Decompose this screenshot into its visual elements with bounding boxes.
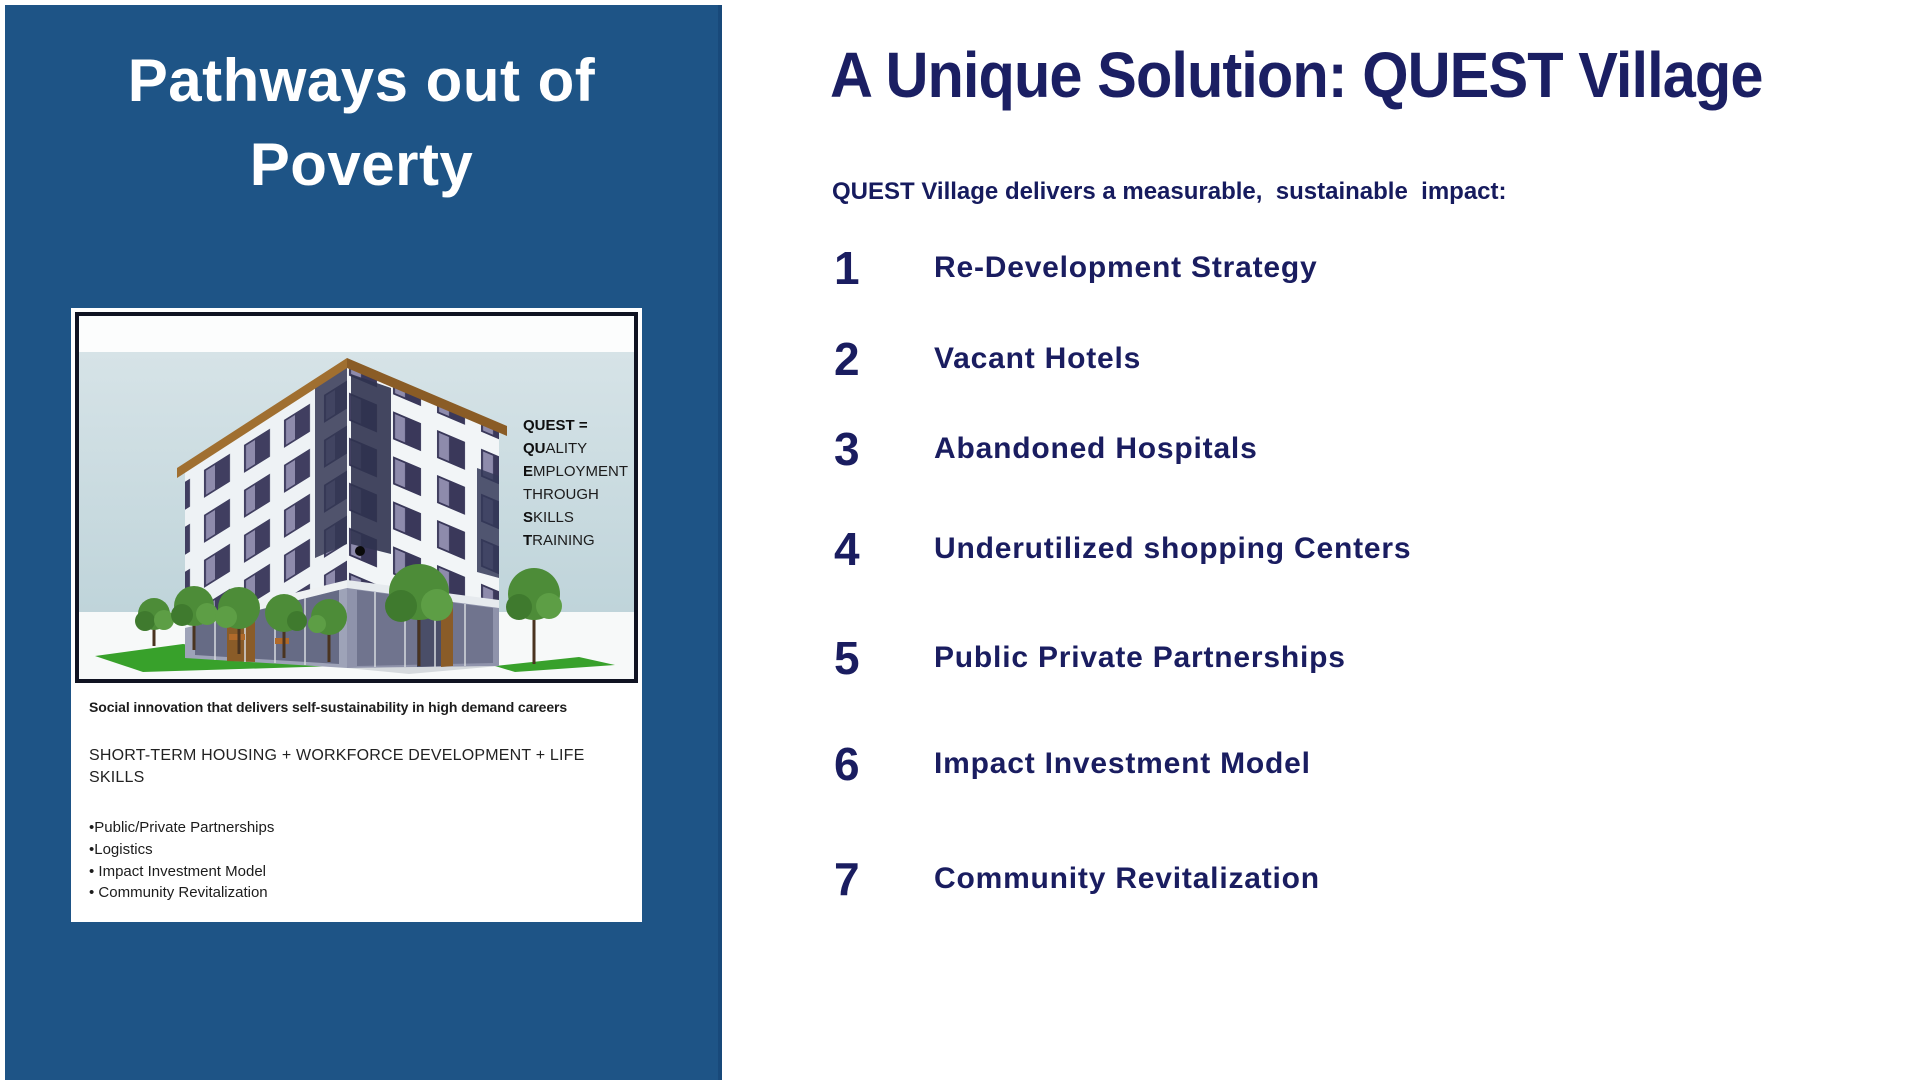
impact-label: Community Revitalization — [934, 862, 1320, 895]
impact-number: 4 — [834, 523, 860, 575]
bullet-item: •Logistics — [89, 840, 153, 858]
bullet-item: • Impact Investment Model — [89, 862, 266, 880]
building-frame — [75, 312, 638, 683]
page-title: A Unique Solution: QUEST Village — [830, 39, 1763, 111]
sidebar — [5, 5, 722, 1080]
program-text: SHORT-TERM HOUSING + WORKFORCE DEVELOPMENT + LIFE SKILLS — [89, 747, 585, 786]
impact-label: Underutilized shopping Centers — [934, 532, 1412, 565]
impact-row — [834, 520, 1411, 578]
impact-number: 2 — [834, 333, 860, 385]
acronym-line: QUEST = — [523, 417, 588, 434]
impact-row — [834, 735, 1311, 793]
impact-label: Vacant Hotels — [934, 342, 1142, 375]
black-dot — [355, 546, 365, 556]
main-content — [722, 0, 1920, 1080]
quest-acronym — [523, 414, 629, 552]
impact-label: Impact Investment Model — [934, 747, 1311, 780]
card-text-block — [89, 683, 634, 904]
bullet-item: • Community Revitalization — [89, 884, 268, 902]
sidebar-title-line2: Poverty — [249, 131, 474, 198]
impact-row — [834, 330, 1141, 388]
bullet-list — [89, 817, 634, 904]
impact-label: Abandoned Hospitals — [934, 432, 1258, 465]
impact-number: 5 — [834, 632, 860, 684]
impact-label: Public Private Partnerships — [934, 641, 1346, 674]
impact-row — [834, 629, 1346, 687]
impact-number: 6 — [834, 738, 860, 790]
sidebar-title — [5, 39, 718, 207]
impact-row — [834, 420, 1258, 478]
impact-number: 7 — [834, 853, 860, 905]
tagline: Social innovation that delivers self-sustainability in high demand careers — [89, 699, 568, 715]
photo-card — [71, 308, 642, 922]
acronym-line: TRAINING — [523, 532, 595, 549]
acronym-line: QUALITY — [523, 440, 588, 457]
impact-number: 3 — [834, 423, 860, 475]
sidebar-title-line1: Pathways out of — [127, 47, 596, 114]
impact-number: 1 — [834, 242, 860, 294]
impact-row — [834, 239, 1318, 297]
acronym-line: EMPLOYMENT — [523, 463, 629, 480]
bullet-item: •Public/Private Partnerships — [89, 819, 275, 837]
impact-label: Re-Development Strategy — [934, 251, 1318, 284]
subtitle: QUEST Village delivers a measurable, sustainable impact: — [832, 178, 1507, 205]
acronym-line: THROUGH — [523, 486, 599, 503]
acronym-line: SKILLS — [523, 509, 574, 526]
impact-row — [834, 850, 1320, 908]
